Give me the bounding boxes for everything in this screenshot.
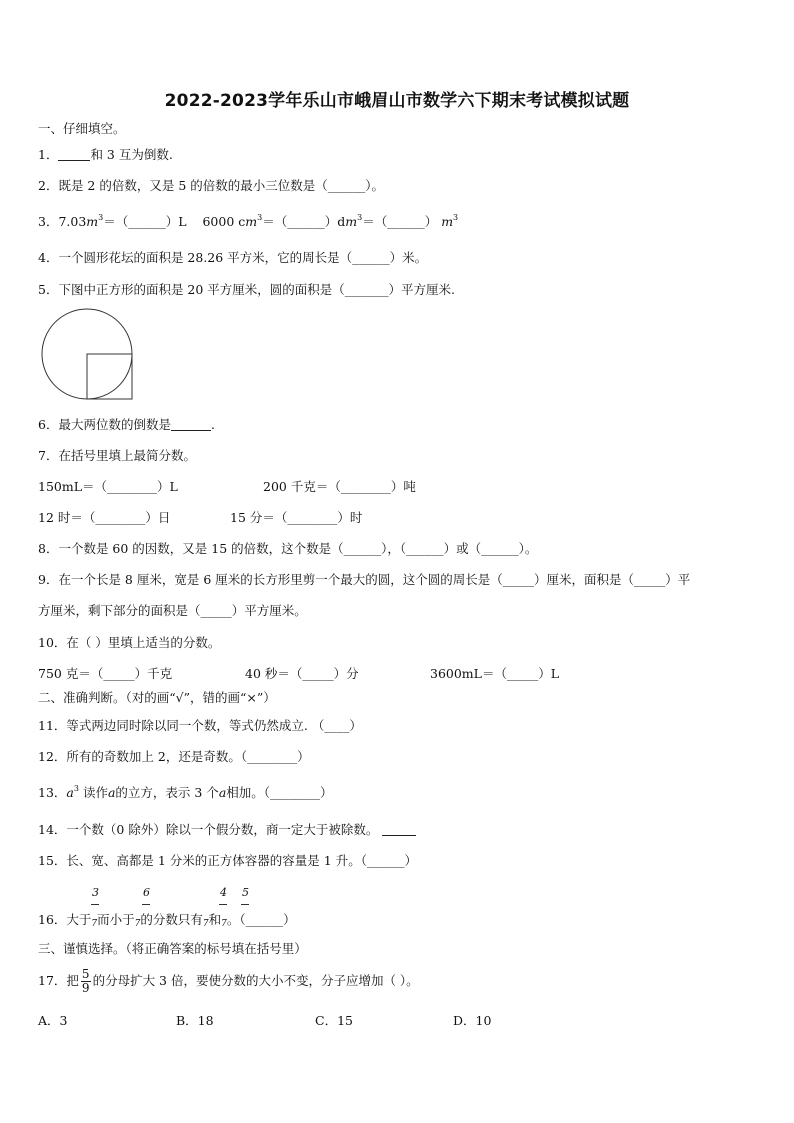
superscript: 3 (453, 213, 459, 222)
section-3-heading: 三、谨慎选择。（将正确答案的标号填在括号里） (38, 941, 307, 956)
unit-m: m (441, 214, 454, 229)
superscript: 3 (357, 213, 363, 222)
question-7: 7．在括号里填上最简分数。 (38, 448, 196, 463)
question-15: 15．长、宽、高都是 1 分米的正方体容器的容量是 1 升。（______） (38, 853, 417, 868)
question-3-eq1: ＝（______）L (103, 214, 187, 229)
question-3-number: 3． (38, 214, 59, 229)
question-13 (38, 785, 333, 801)
question-8: 8．一个数是 60 的因数，又是 15 的倍数，这个数是（______），（______）或（______）。 (38, 541, 538, 556)
fraction-numerator: 5 (242, 886, 249, 899)
option-a[interactable]: A．3 (38, 1013, 68, 1028)
page-title: 2022-2023学年乐山市峨眉山市数学六下期末考试模拟试题 (164, 91, 630, 111)
option-d[interactable]: D．10 (453, 1013, 492, 1028)
question-17 (38, 966, 419, 996)
question-14-text: 14．一个数（0 除外）除以一个假分数，商一定大于被除数。 (38, 822, 379, 837)
fraction-denominator: 9 (81, 981, 90, 995)
question-14 (38, 822, 416, 838)
question-4: 4．一个圆形花坛的面积是 28.26 平方米，它的周长是（______）米。 (38, 250, 428, 265)
superscript: 3 (98, 213, 104, 222)
section-1-heading: 一、仔细填空。 (38, 121, 126, 136)
question-6 (38, 417, 215, 433)
variable-a: a (218, 785, 227, 800)
superscript: 3 (257, 213, 263, 222)
question-5: 5．下图中正方形的面积是 20 平方厘米，圆的面积是（_______）平方厘米. (38, 282, 456, 297)
question-2: 2．既是 2 的倍数，又是 5 的倍数的最小三位数是（______）。 (38, 178, 385, 193)
answer-blank[interactable] (58, 149, 90, 161)
variable-a: a (107, 785, 116, 800)
fraction-bar (142, 904, 150, 905)
unit-m: m (345, 214, 358, 229)
question-10c: 3600mL＝（_____）L (430, 666, 560, 681)
question-16-text-4: 和 (208, 912, 222, 927)
question-16-number: 16． (38, 912, 67, 927)
fraction-denominator: 7 (221, 919, 227, 929)
question-3-value-a: 7.03 (58, 214, 87, 229)
fraction-denominator: 7 (202, 919, 209, 929)
option-c[interactable]: C．15 (315, 1013, 353, 1028)
question-10a: 750 克＝（_____）千克 (38, 666, 173, 681)
question-17-text-2: 的分母扩大 3 倍，要使分数的大小不变，分子应增加（ ）。 (92, 973, 419, 988)
circle-square-figure (38, 308, 138, 404)
question-3-eq3: ＝（______） (362, 214, 438, 229)
question-13-text-3: 相加。（________） (226, 785, 333, 800)
fraction-numerator: 4 (220, 886, 227, 899)
question-3 (38, 214, 458, 230)
fraction-numerator: 5 (81, 967, 90, 981)
question-13-number: 13． (38, 785, 67, 800)
figure-square (87, 354, 132, 399)
answer-blank[interactable] (171, 419, 211, 431)
question-16-text-1: 大于 (66, 912, 92, 927)
question-3-eq2: ＝（______）d (262, 214, 346, 229)
question-13-text-2: 的立方，表示 3 个 (115, 785, 219, 800)
fraction-bar (219, 904, 227, 905)
question-9-line-2: 方厘米，剩下部分的面积是（_____）平方厘米。 (38, 603, 307, 618)
question-9-line-1: 9．在一个长是 8 厘米，宽是 6 厘米的长方形里剪一个最大的圆，这个圆的周长是（_____）厘米，面积是（_____）平 (38, 572, 691, 587)
question-6-end: . (210, 417, 215, 432)
question-10b: 40 秒＝（_____）分 (245, 666, 359, 681)
question-6-number: 6． (38, 417, 59, 432)
question-13-text-1: 读作 (82, 785, 108, 800)
question-7a: 150mL＝（________）L (38, 479, 178, 494)
fraction-numerator: 3 (92, 886, 99, 899)
question-7b: 200 千克＝（________）吨 (263, 479, 416, 494)
question-7c: 12 时＝（________）日 (38, 510, 171, 525)
question-16-text-5: 。（______） (226, 912, 296, 927)
question-1 (38, 147, 173, 163)
question-16 (38, 912, 296, 932)
question-7d: 15 分＝（________）时 (230, 510, 363, 525)
unit-m: m (245, 214, 258, 229)
question-17-number: 17． (38, 973, 67, 988)
section-2-heading: 二、准确判断。（对的画“√”，错的画“×”） (38, 690, 276, 705)
question-3-value-b: 6000 c (202, 214, 246, 229)
option-b[interactable]: B．18 (176, 1013, 214, 1028)
question-1-text: 和 3 互为倒数. (90, 147, 173, 162)
question-10: 10．在（ ）里填上适当的分数。 (38, 635, 221, 650)
fraction-numerator: 6 (143, 886, 150, 899)
fraction-5-9 (81, 968, 91, 995)
question-16-text-3: 的分数只有 (140, 912, 203, 927)
question-6-text: 最大两位数的倒数是 (58, 417, 171, 432)
question-12: 12．所有的奇数加上 2，还是奇数。（________） (38, 749, 310, 764)
fraction-bar (91, 904, 99, 905)
unit-m: m (86, 214, 99, 229)
answer-blank[interactable] (382, 824, 416, 836)
question-16-text-2: 而小于 (97, 912, 135, 927)
question-17-text-1: 把 (66, 973, 79, 988)
question-11: 11．等式两边同时除以同一个数，等式仍然成立. （____） (38, 718, 362, 733)
variable-a: a (66, 785, 74, 800)
question-1-number: 1． (38, 147, 59, 162)
fraction-denominator: 7 (91, 919, 98, 929)
fraction-denominator: 7 (134, 919, 141, 929)
fraction-bar (241, 904, 249, 905)
superscript: 3 (73, 784, 79, 793)
